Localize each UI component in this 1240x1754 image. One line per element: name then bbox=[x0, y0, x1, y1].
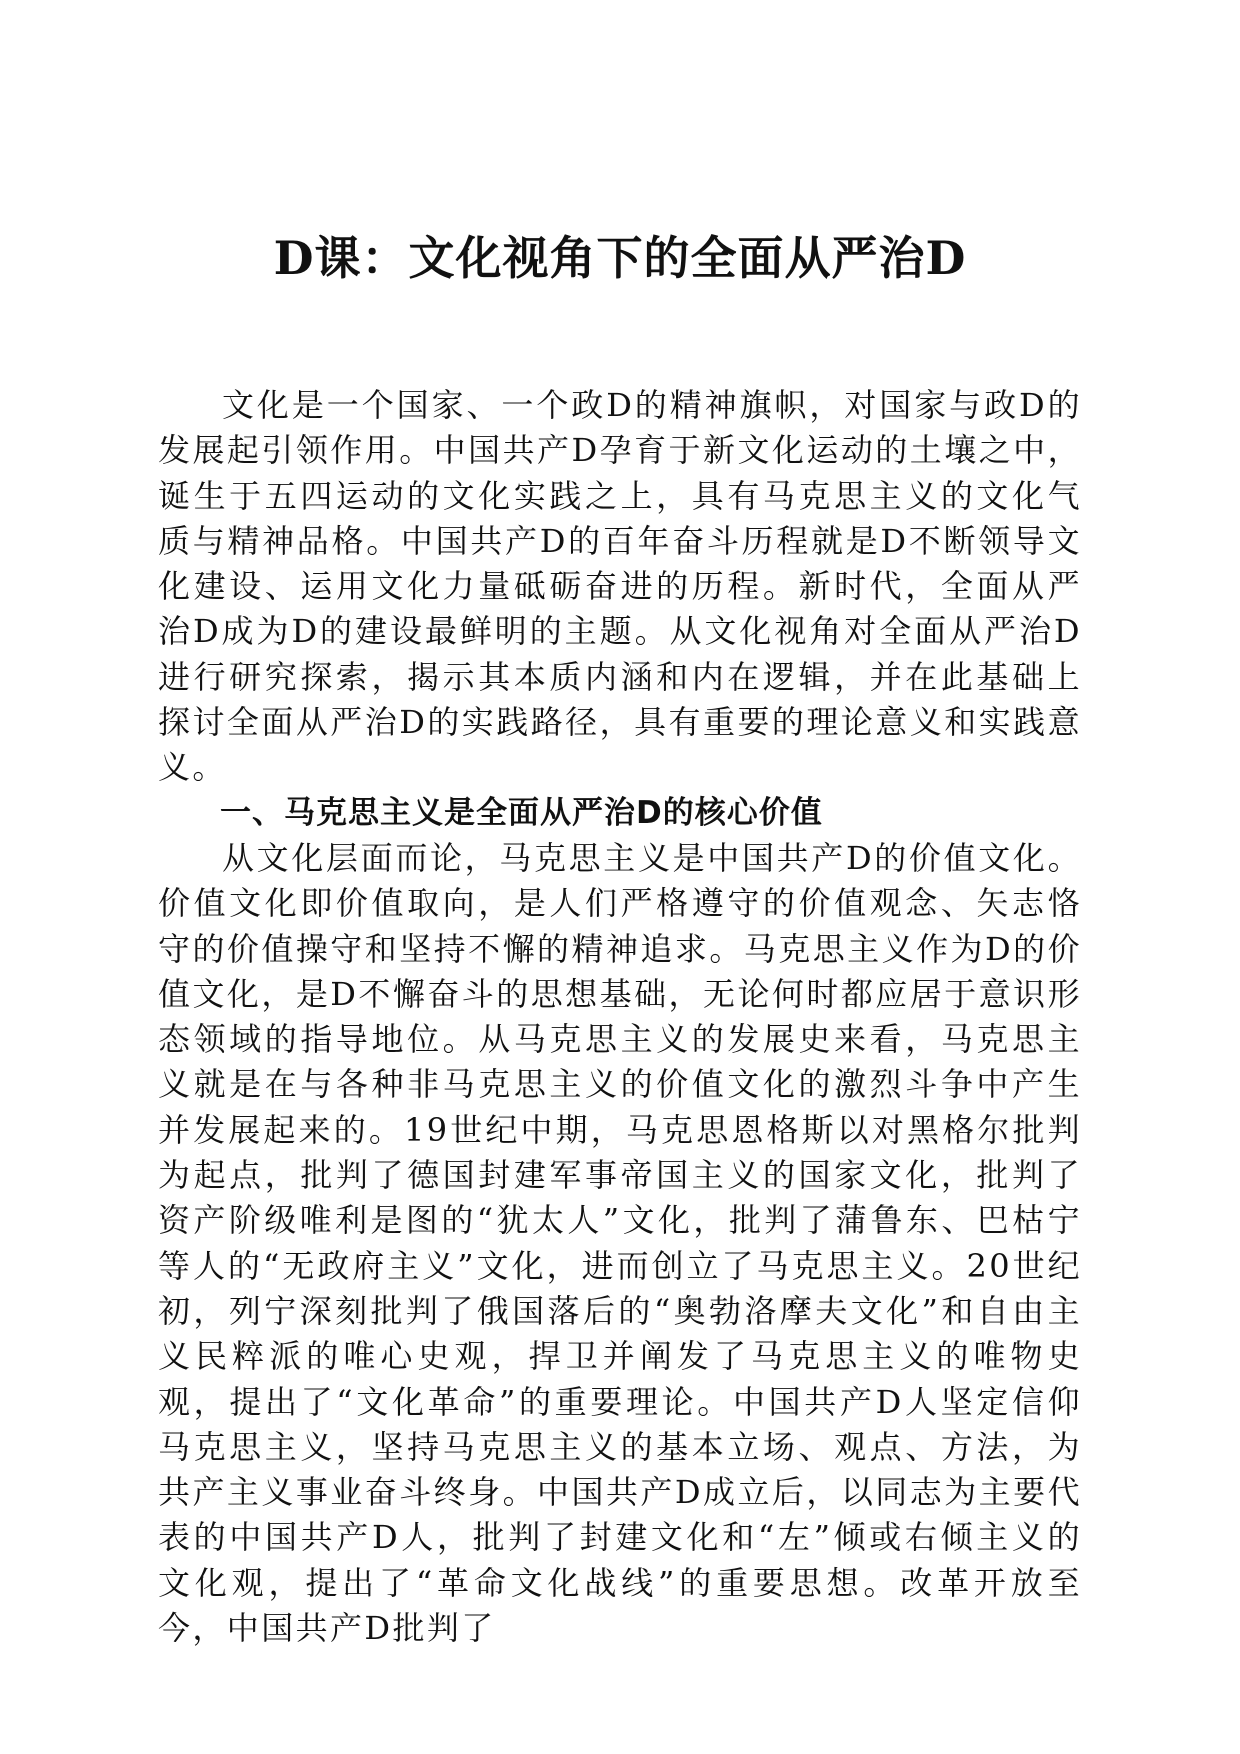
intro-paragraph: 文化是一个国家、一个政D的精神旗帜，对国家与政D的发展起引领作用。中国共产D孕育于新文化运动的土壤之中，诞生于五四运动的文化实践之上，具有马克思主义的文化气质与精神品格。中国共产D的百年奋斗历程就是D不断领导文化建设、运用文化力量砥砺奋进的历程。新时代，全面从严治D成为D的建设最鲜明的主题。从文化视角对全面从严治D进行研究探索，揭示其本质内涵和内在逻辑，并在此基础上探讨全面从严治D的实践路径，具有重要的理论意义和实践意义。 bbox=[158, 386, 1082, 787]
document-body bbox=[158, 383, 1082, 1651]
document-title: D课：文化视角下的全面从严治D bbox=[273, 231, 967, 285]
section-1-paragraph: 从文化层面而论，马克思主义是中国共产D的价值文化。价值文化即价值取向，是人们严格遵守的价值观念、矢志恪守的价值操守和坚持不懈的精神追求。马克思主义作为D的价值文化，是D不懈奋斗的思想基础，无论何时都应居于意识形态领域的指导地位。从马克思主义的发展史来看，马克思主义就是在与各种非马克思主义的价值文化的激烈斗争中产生并发展起来的。19世纪中期，马克思恩格斯以对黑格尔批判为起点，批判了德国封建军事帝国主义的国家文化，批判了资产阶级唯利是图的“犹太人”文化，批判了蒲鲁东、巴枯宁等人的“无政府主义”文化，进而创立了马克思主义。20世纪初，列宁深刻批判了俄国落后的“奥勃洛摩夫文化”和自由主义民粹派的唯心史观，捍卫并阐发了马克思主义的唯物史观，提出了“文化革命”的重要理论。中国共产D人坚定信仰马克思主义，坚持马克思主义的基本立场、观点、方法，为共产主义事业奋斗终身。中国共产D成立后，以同志为主要代表的中国共产D人，批判了封建文化和“左”倾或右倾主义的文化观，提出了“革命文化战线”的重要思想。改革开放至今，中国共产D批判了 bbox=[158, 838, 1082, 1648]
section-heading-1: 一、马克思主义是全面从严治D的核心价值 bbox=[220, 794, 823, 831]
